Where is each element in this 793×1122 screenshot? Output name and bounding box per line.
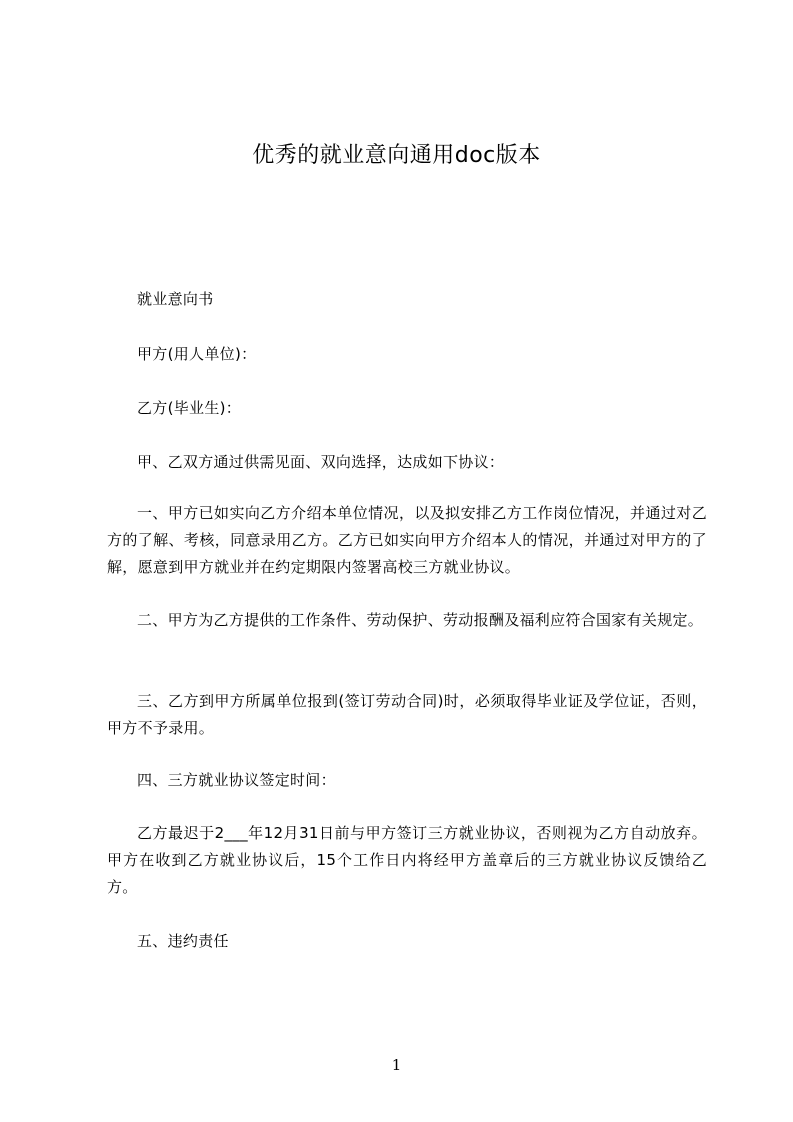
- paragraph-intro: 甲、乙双方通过供需见面、双向选择，达成如下协议：: [137, 453, 505, 471]
- paragraph-clause-1: 一、甲方已如实向乙方介绍本单位情况，以及拟安排乙方工作岗位情况，并通过对乙方的了解、考核，同意录用乙方。乙方已如实向甲方介绍本人的情况，并通过对甲方的了解，愿意到甲方就业并在约定期限内签署高校三方就业协议。: [107, 504, 707, 576]
- document-title: 优秀的就业意向通用doc版本: [252, 143, 541, 168]
- paragraph-party-a: 甲方(用人单位)：: [137, 345, 257, 363]
- paragraph-party-b: 乙方(毕业生)：: [137, 399, 242, 417]
- paragraph-heading: 就业意向书: [137, 290, 214, 308]
- page-number: 1: [391, 1056, 402, 1074]
- paragraph-clause-4-detail: 乙方最迟于2___年12月31日前与甲方签订三方就业协议，否则视为乙方自动放弃。甲方在收到乙方就业协议后，15个工作日内将经甲方盖章后的三方就业协议反馈给乙方。: [107, 824, 707, 896]
- paragraph-clause-5: 五、违约责任: [137, 932, 229, 950]
- paragraph-clause-2: 二、甲方为乙方提供的工作条件、劳动保护、劳动报酬及福利应符合国家有关规定。: [137, 611, 704, 629]
- paragraph-clause-3: 三、乙方到甲方所属单位报到(签订劳动合同)时，必须取得毕业证及学位证，否则，甲方不予录用。: [107, 692, 707, 737]
- paragraph-clause-4: 四、三方就业协议签定时间：: [137, 771, 336, 789]
